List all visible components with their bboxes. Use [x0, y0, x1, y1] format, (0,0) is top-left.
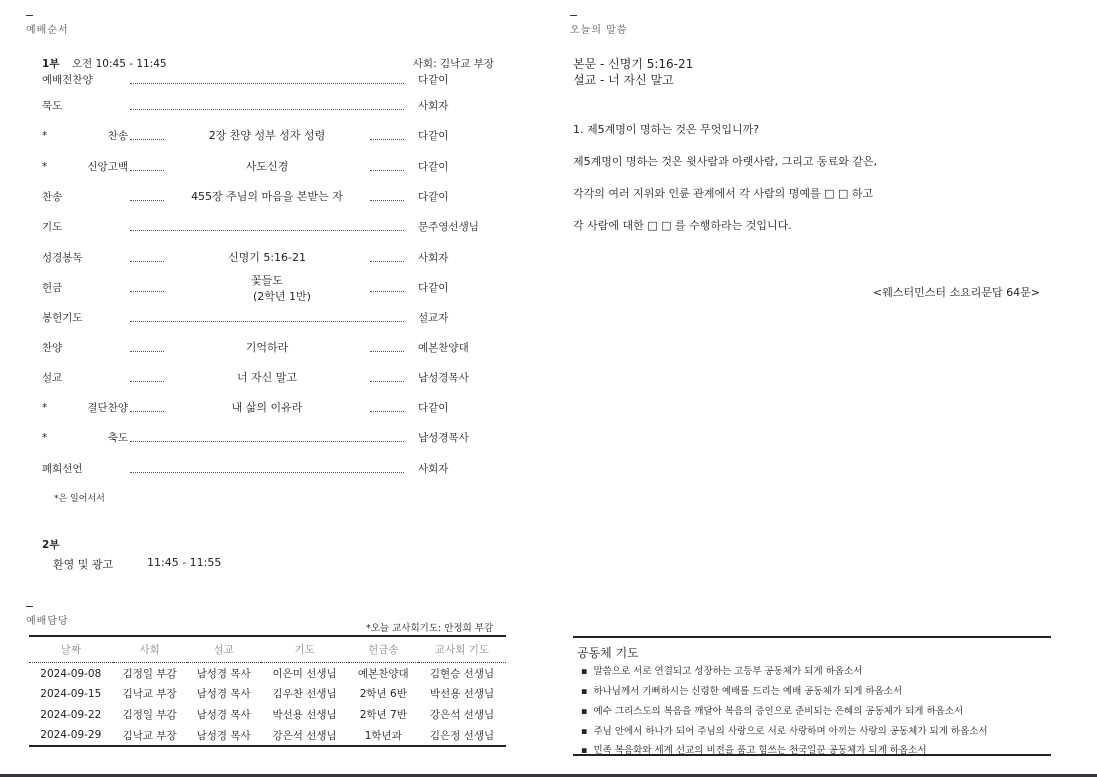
service-item-content: 455장 주님의 마음을 본받는 자: [172, 189, 362, 205]
service-item-content: 기억하라: [172, 340, 362, 356]
service-item-responsible: 문주영선생님: [418, 221, 479, 233]
roster-header-host: 사회: [113, 636, 187, 662]
dotted-leader: [370, 261, 404, 262]
service-row: [42, 189, 492, 205]
sermon-info: [573, 56, 693, 88]
service-item-name: 찬양: [42, 342, 63, 354]
table-row: [29, 704, 506, 725]
sermon-title: 설교 - 너 자신 말고: [573, 73, 674, 87]
roster-cell: 남성경 목사: [196, 688, 251, 700]
dotted-leader: [130, 83, 404, 84]
prayer-item: ▪ 민족 복음화와 세계 선교의 비전을 품고 힘쓰는 천국일꾼 공동체가 되게 하옵소서: [581, 742, 927, 756]
dotted-leader: [130, 441, 404, 442]
roster-cell: 박선용 선생님: [429, 688, 495, 700]
part1-time: 오전 10:45 - 11:45: [72, 58, 167, 70]
service-row: [42, 461, 492, 477]
service-row: [42, 72, 492, 88]
dotted-leader: [130, 351, 164, 352]
duty-roster-heading: 예배담당: [26, 612, 69, 627]
dotted-leader: [130, 109, 404, 110]
roster-header-date: 날짜: [29, 636, 113, 662]
table-row: [29, 662, 506, 683]
roster-header-teacher-prayer: 교사회 기도: [418, 636, 506, 662]
service-row: [42, 128, 492, 144]
part1-host: 사회: 김낙교 부장: [412, 58, 494, 70]
service-item-content: 내 삶의 이유라: [172, 400, 362, 416]
part2-time: 11:45 - 11:55: [147, 556, 222, 569]
service-item-name: 묵도: [42, 100, 63, 112]
part2-label: 2부: [42, 539, 60, 551]
service-item-name: 봉헌기도: [42, 312, 83, 324]
roster-cell: 2024-09-08: [40, 667, 102, 680]
service-item-content-sub: (2학년 1반): [192, 289, 372, 305]
table-row: [29, 725, 506, 746]
service-row: [42, 430, 492, 446]
service-item-responsible: 다같이: [418, 282, 449, 294]
table-row: [29, 683, 506, 704]
dotted-leader: [130, 139, 164, 140]
roster-cell: 박선용 선생님: [272, 709, 337, 721]
roster-cell: 강은석 선생님: [429, 709, 495, 721]
order-of-service-heading: 예배순서: [26, 21, 69, 36]
prayer-item: ▪ 하나님께서 기뻐하시는 신령한 예배를 드리는 예배 공동체가 되게 하옵소서: [581, 683, 902, 697]
roster-cell: 1학년과: [349, 725, 418, 746]
roster-cell: 김우찬 선생님: [272, 688, 337, 700]
catechism-answer-line: 각 사람에 대한 □ □ 를 수행하라는 것입니다.: [573, 219, 792, 232]
dotted-leader: [370, 351, 404, 352]
service-row: [42, 370, 492, 386]
service-item-name: 찬송: [42, 191, 63, 203]
service-item-name: * 축도: [42, 432, 128, 444]
part1-header: [42, 56, 494, 70]
service-item-content: 너 자신 말고: [172, 370, 362, 386]
dotted-leader: [370, 411, 404, 412]
service-item-responsible: 다같이: [418, 74, 449, 86]
service-row: [42, 159, 492, 175]
dotted-leader: [130, 170, 164, 171]
service-item-name: * 신앙고백: [42, 161, 128, 173]
roster-header-offertory: 헌금송: [349, 636, 418, 662]
service-item-content: 2장 찬양 성부 성자 성령: [172, 128, 362, 144]
dotted-leader: [130, 200, 164, 201]
service-item-responsible: 사회자: [418, 463, 449, 475]
roster-cell: 남성경 목사: [196, 668, 251, 681]
prayer-item: ▪ 주님 안에서 하나가 되어 주님의 사랑으로 서로 사랑하며 아끼는 사랑의 공동체가 되게 하옵소서: [581, 723, 988, 737]
service-item-name: * 찬송: [42, 130, 128, 142]
service-item-content: 꽃들도: [172, 273, 362, 289]
service-item-content: 신명기 5:16-21: [172, 250, 362, 266]
dotted-leader: [130, 381, 164, 382]
duty-roster-table: [29, 635, 506, 747]
dotted-leader: [370, 139, 404, 140]
roster-cell: 김낙교 부장: [122, 688, 177, 700]
service-item-name: * 결단찬양: [42, 402, 128, 414]
dotted-leader: [130, 472, 404, 473]
service-row: [42, 340, 492, 356]
service-item-responsible: 남성경목사: [418, 432, 469, 444]
roster-cell: 2024-09-15: [40, 687, 102, 700]
part1-label: 1부: [42, 58, 60, 70]
service-item-responsible: 다같이: [418, 161, 449, 173]
service-item-name: 설교: [42, 372, 63, 384]
dotted-leader: [130, 291, 164, 292]
roster-header-row: [29, 636, 506, 662]
community-prayer-title: 공동체 기도: [577, 646, 639, 660]
roster-header-sermon: 설교: [187, 636, 261, 662]
roster-cell: 2학년 7반: [359, 709, 407, 721]
dotted-leader: [130, 321, 404, 322]
service-item-responsible: 다같이: [418, 191, 449, 203]
catechism-answer-line: 각각의 여러 지위와 인륜 관계에서 각 사람의 명예를 □ □ 하고: [573, 187, 874, 200]
dotted-leader: [370, 291, 404, 292]
roster-cell: 2024-09-29: [29, 725, 113, 746]
service-row: [42, 273, 492, 305]
roster-cell: 2024-09-22: [40, 708, 102, 721]
dotted-leader: [370, 170, 404, 171]
roster-cell: 김현승 선생님: [429, 668, 495, 681]
service-item-name: 예배전찬양: [42, 74, 93, 86]
dotted-leader: [370, 381, 404, 382]
service-item-responsible: 다같이: [418, 402, 449, 414]
service-item-responsible: 남성경목사: [418, 372, 469, 384]
service-item-name: 폐회선언: [42, 463, 83, 475]
roster-cell: 강은석 선생님: [261, 725, 349, 746]
service-row: [42, 400, 492, 416]
todays-word-heading: 오늘의 말씀: [570, 21, 627, 36]
service-item-name: 성경봉독: [42, 252, 83, 264]
service-item-name: 기도: [42, 221, 63, 233]
roster-cell: 김정일 부감: [122, 709, 177, 721]
roster-cell: 남성경 목사: [196, 709, 251, 721]
service-item-responsible: 다같이: [418, 130, 449, 142]
roster-cell: 김정일 부감: [122, 668, 177, 681]
dotted-leader: [370, 200, 404, 201]
roster-cell: 남성경 목사: [187, 725, 261, 746]
community-prayer-box: [573, 636, 1051, 756]
roster-cell: 2학년 6반: [359, 688, 407, 700]
service-row: [42, 98, 492, 114]
roster-cell: 이은미 선생님: [272, 668, 337, 681]
service-row: [42, 219, 492, 235]
service-item-responsible: 설교자: [418, 312, 449, 324]
service-item-name: 헌금: [42, 282, 63, 294]
service-item-content: 사도신경: [172, 159, 362, 175]
catechism-question: 1. 제5계명이 명하는 것은 무엇입니까?: [573, 123, 760, 136]
dotted-leader: [130, 261, 164, 262]
dotted-leader: [130, 230, 404, 231]
dotted-leader: [130, 411, 164, 412]
roster-header-prayer: 기도: [261, 636, 349, 662]
roster-cell: 김은정 선생님: [418, 725, 506, 746]
service-item-responsible: 예본찬양대: [418, 342, 469, 354]
prayer-item: ▪ 말씀으로 서로 연결되고 성장하는 고등부 공동체가 되게 하옵소서: [581, 663, 862, 677]
roster-cell: 김낙교 부장: [113, 725, 187, 746]
prayer-item: ▪ 예수 그리스도의 복음을 깨달아 복음의 증인으로 준비되는 은혜의 공동체가 되게 하옵소서: [581, 703, 963, 717]
service-row: [42, 250, 492, 266]
catechism-source: <웨스터민스터 소요리문답 64문>: [873, 286, 1040, 299]
service-item-responsible: 사회자: [418, 252, 449, 264]
service-row: [42, 310, 492, 326]
sermon-scripture: 본문 - 신명기 5:16-21: [573, 57, 694, 71]
roster-cell: 예본찬양대: [357, 668, 409, 681]
standing-note: *은 일어서서: [54, 494, 105, 504]
teacher-prayer-note: *오늘 교사회기도: 안정희 부감: [366, 623, 494, 634]
part2-item: 환영 및 광고: [53, 558, 114, 571]
service-item-responsible: 사회자: [418, 100, 449, 112]
catechism-answer-line: 제5계명이 명하는 것은 윗사람과 아랫사람, 그리고 동료와 같은,: [573, 155, 878, 168]
